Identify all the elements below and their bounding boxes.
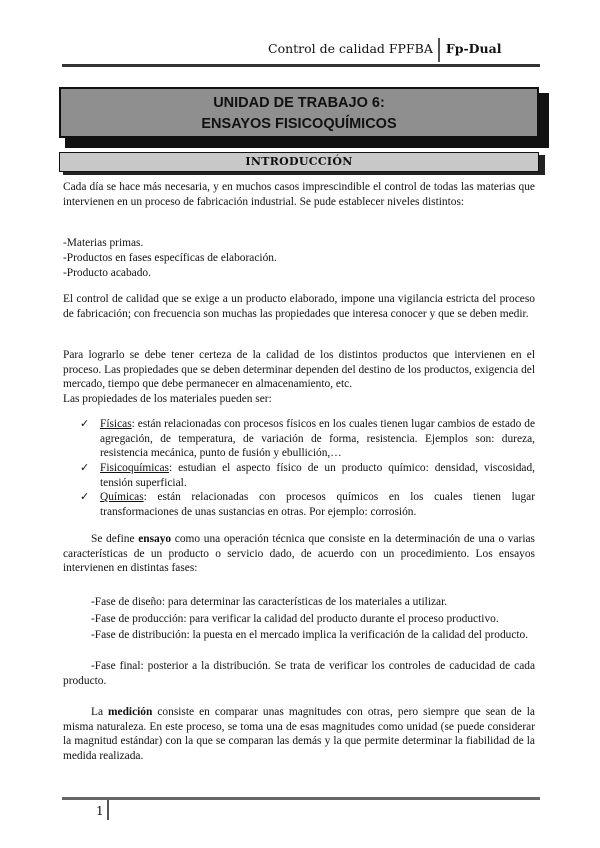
header-program: Fp-Dual [445,41,502,56]
paragraph-ensayo: Se define ensayo como una operación técnica que consiste en la determinación de una o varias características de un producto o servicio dado, de acuerdo con un procedimiento. Los ensayos intervienen en distintas fases: [63,533,535,575]
footer-rule [62,797,540,800]
unit-title-line2: ENSAYOS FISICOQUÍMICOS [201,116,397,132]
properties-intro: Las propiedades de los materiales pueden ser: [63,393,272,405]
phase-item: -Fase de distribución: la puesta en el mercado implica la verificación de la calidad del producto. [91,629,529,641]
section-heading: INTRODUCCIÓN [59,152,539,172]
unit-title-line1: UNIDAD DE TRABAJO 6: [213,95,385,111]
property-item [80,461,535,490]
phase-item: -Fase final: posterior a la distribución. Se trata de verificar los controles de caducidad de cada producto. [63,660,535,687]
header-rule [62,64,540,67]
level-item: -Productos en fases específicas de elaboración. [63,252,277,264]
paragraph-certainty: Para lograrlo se debe tener certeza de la calidad de los distintos productos que intervienen en el proceso. Las propiedades que se deben determinar dependen del destino de los productos, exigencia del mercado, tiempo que debe permanecer en almacenamiento, etc. [63,349,535,391]
check-icon: ✓ [80,461,90,474]
property-term: Fisicoquímicas [100,462,169,474]
check-icon: ✓ [80,417,90,430]
header-doc-title: Control de calidad FPFBA [268,41,433,56]
property-desc: : estudian el aspecto físico de un producto químico: densidad, viscosidad, tensión superficial. [100,462,535,489]
paragraph-intro: Cada día se hace más necesaria, y en muchos casos imprescindible el control de todas las materias que intervienen en un proceso de fabricación industrial. Se pude establecer niveles distintos: [63,181,535,208]
phase-item: -Fase de producción: para verificar la calidad del producto durante el proceso productivo. [91,613,499,625]
page-number: 1 [96,804,104,818]
level-item: -Materias primas. [63,237,144,249]
property-desc: : están relacionadas con procesos químicos en los cuales tienen lugar transformaciones de unas sustancias en otras. Por ejemplo: corrosión. [100,491,535,518]
page-header [268,38,501,64]
footer-separator [107,800,109,820]
property-desc: : están relacionadas con procesos físicos en los cuales tienen lugar cambios de estado de agregación, de temperatura, de variación de forma, resistencia. Ejemplos son: dureza, resistencia mecánica, punto de fusión y ebullición,… [100,418,535,460]
property-term: Químicas [100,491,144,503]
paragraph-medicion: La medición consiste en comparar unas magnitudes con otras, pero siempre que sean de la misma naturaleza. En este proceso, se toma una de esas magnitudes como unidad (se puede considerar la magnitud estándar) con la que se comparan las demás y la que permite determinar la fiabilidad de la medida realizada. [63,706,535,762]
term-ensayo: ensayo [138,533,172,545]
term-medicion: medición [108,706,153,718]
phase-item: -Fase de diseño: para determinar las características de los materiales a utilizar. [91,596,448,608]
paragraph-quality-control: El control de calidad que se exige a un producto elaborado, impone una vigilancia estricta del proceso de fabricación; con frecuencia son muchas las propiedades que interesa conocer y que se deben medir. [63,293,535,320]
level-item: -Producto acabado. [63,267,151,279]
property-item [80,417,535,461]
property-item [80,490,535,519]
unit-title-box [59,87,539,138]
property-term: Físicas [100,418,132,430]
check-icon: ✓ [80,490,90,503]
